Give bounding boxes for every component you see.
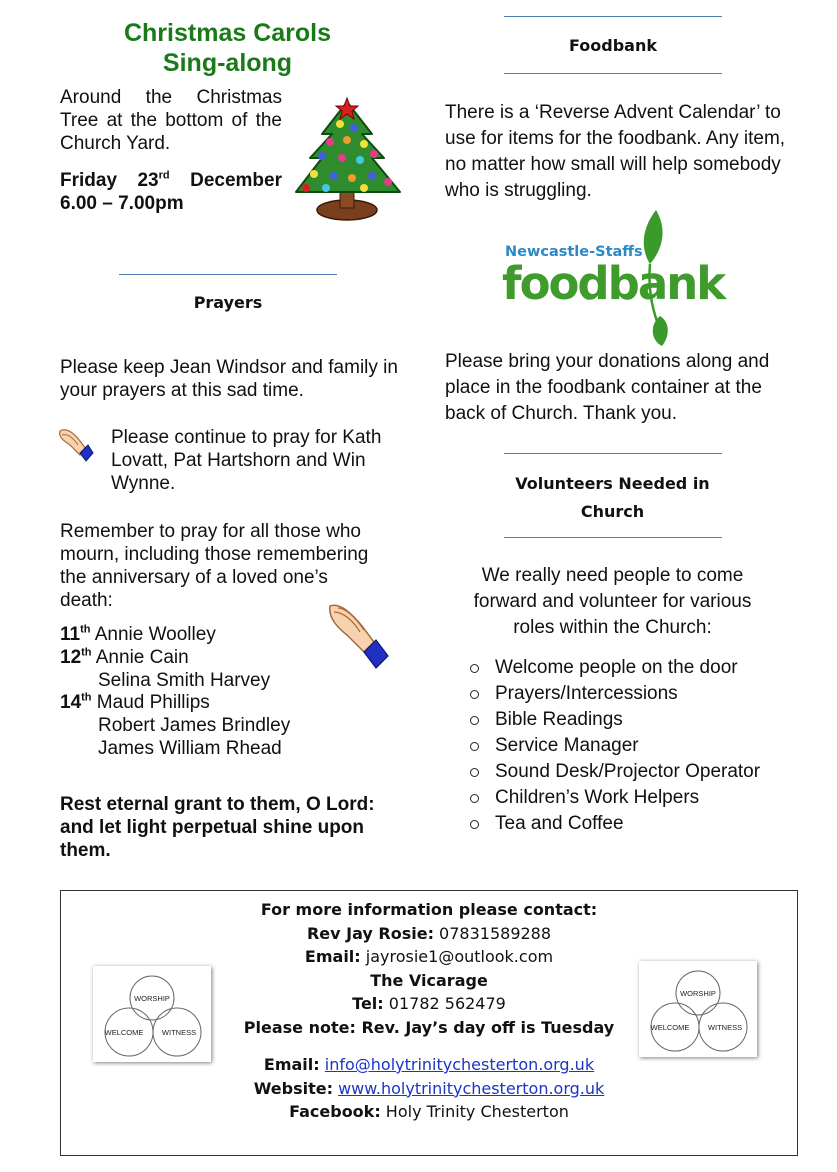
venn-worship-label: WORSHIP — [680, 989, 716, 998]
foodbank-top-rule — [504, 16, 722, 17]
contact-email-label: Email: — [304, 947, 361, 966]
anniversary-row — [60, 692, 330, 715]
volunteers-intro: We really need people to come forward and volunteer for various roles within the Church: — [473, 565, 752, 638]
venn-welcome-label: WELCOME — [104, 1028, 144, 1037]
contact-website-label: Website: — [253, 1078, 333, 1098]
volunteer-role-item: Sound Desk/Projector Operator — [468, 759, 798, 785]
contact-tel-value: 01782 562479 — [383, 994, 506, 1013]
carols-date-day: Friday 23 — [60, 170, 159, 191]
contact-rev — [61, 922, 797, 946]
foodbank-leaf-icon — [622, 208, 682, 348]
foodbank-logo — [502, 208, 727, 348]
foodbank-logo-top: Newcastle-Staffs — [505, 244, 643, 260]
venn-logo-right — [639, 961, 757, 1057]
contact-facebook-label: Facebook: — [289, 1102, 381, 1121]
volunteer-role-item: Service Manager — [468, 733, 798, 759]
contact-website-link[interactable]: www.holytrinitychesterton.org.uk — [338, 1078, 605, 1098]
venn-witness-label: WITNESS — [707, 1023, 743, 1032]
anniversary-list — [60, 624, 330, 761]
prayers-para2: Please continue to pray for Kath Lovatt, Pat Hartshorn and Win Wynne. — [111, 427, 382, 494]
venn-diagram-icon — [93, 966, 211, 1062]
praying-hands-icon — [56, 423, 94, 463]
contact-tel-label: Tel: — [352, 994, 384, 1013]
anniversary-row — [60, 715, 330, 738]
foodbank-para2: Please bring your donations along and place in the foodbank container at the back of Church. Thank you. — [445, 351, 770, 424]
carols-date-month: December — [169, 170, 282, 191]
prayers-para1: Please keep Jean Windsor and family in your prayers at this sad time. — [60, 357, 398, 401]
prayers-para3: Remember to pray for all those who mourn, including those remembering the anniversary of a loved one’s death: — [60, 521, 369, 611]
anniversary-day: 12 — [60, 646, 82, 668]
foodbank-bottom-rule — [504, 73, 722, 74]
volunteer-role-item: Children’s Work Helpers — [468, 785, 798, 811]
contact-email2-label: Email: — [263, 1055, 320, 1074]
volunteer-roles-list — [468, 655, 798, 837]
venn-worship-label: WORSHIP — [134, 994, 170, 1003]
foodbank-para1: There is a ‘Reverse Advent Calendar’ to use for items for the foodbank. Any item, no matter how small will help somebody who is struggling. — [445, 102, 786, 201]
anniversary-name: Maud Phillips — [91, 692, 210, 714]
carols-title — [60, 18, 395, 78]
volunteer-role-item: Bible Readings — [468, 707, 798, 733]
volunteer-role-item: Welcome people on the door — [468, 655, 798, 681]
contact-intro: For more information please contact: — [260, 900, 598, 919]
volunteer-role-item: Prayers/Intercessions — [468, 681, 798, 707]
anniversary-day: 11 — [60, 624, 81, 645]
volunteers-heading — [480, 470, 745, 526]
contact-website — [61, 1077, 797, 1101]
foodbank-heading: Foodbank — [569, 36, 657, 55]
volunteers-top-rule — [504, 453, 722, 454]
contact-rev-label: Rev Jay Rosie: — [306, 923, 434, 943]
prayers-closing: Rest eternal grant to them, O Lord: and let light perpetual shine upon them. — [60, 794, 375, 861]
contact-email2-link[interactable]: info@holytrinitychesterton.org.uk — [324, 1055, 595, 1074]
contact-note: Please note: Rev. Jay’s day off is Tuesday — [243, 1017, 615, 1037]
prayers-heading: Prayers — [193, 293, 263, 312]
anniversary-name: Annie Woolley — [90, 624, 216, 645]
anniversary-name: Selina Smith Harvey — [98, 669, 271, 691]
contact-facebook — [61, 1100, 797, 1124]
venn-diagram-icon — [639, 961, 757, 1057]
anniversary-name: James William Rhead — [98, 737, 282, 759]
praying-hands-icon-large — [326, 600, 390, 670]
anniversary-row — [60, 647, 330, 670]
anniversary-row — [60, 624, 330, 647]
carols-title-line2: Sing-along — [162, 49, 293, 77]
carols-description: Around the Christmas Tree at the bottom of the Church Yard. — [60, 87, 282, 154]
foodbank-logo-word: foodbank — [502, 257, 725, 310]
anniversary-name: Robert James Brindley — [98, 715, 291, 737]
contact-rev-phone: 07831589288 — [433, 923, 552, 943]
volunteers-heading-line2: Church — [580, 502, 645, 521]
volunteer-role-item: Tea and Coffee — [468, 811, 798, 837]
carols-date-line — [60, 169, 282, 192]
venn-logo-left — [93, 966, 211, 1062]
volunteers-heading-line1: Volunteers Needed in — [515, 474, 710, 493]
venn-welcome-label: WELCOME — [650, 1023, 690, 1032]
anniversary-name: Annie Cain — [91, 646, 189, 668]
anniversary-suffix: th — [81, 646, 92, 659]
contact-email-value: jayrosie1@outlook.com — [360, 947, 554, 966]
anniversary-suffix: th — [81, 692, 92, 705]
anniversary-row — [60, 738, 330, 761]
contact-box — [60, 890, 798, 1156]
anniversary-suffix: th — [80, 623, 91, 636]
contact-facebook-value: Holy Trinity Chesterton — [380, 1102, 569, 1121]
carols-title-line1: Christmas Carols — [123, 19, 332, 47]
carols-date-suffix: rd — [158, 169, 170, 182]
anniversary-row — [60, 670, 330, 693]
volunteers-bottom-rule — [504, 537, 722, 538]
carols-date — [60, 169, 282, 215]
christmas-tree-image — [292, 96, 410, 224]
contact-vicarage: The Vicarage — [370, 970, 488, 990]
carols-time: 6.00 – 7.00pm — [60, 193, 184, 214]
venn-witness-label: WITNESS — [161, 1028, 197, 1037]
anniversary-day: 14 — [60, 692, 82, 714]
prayers-top-rule — [119, 274, 337, 275]
